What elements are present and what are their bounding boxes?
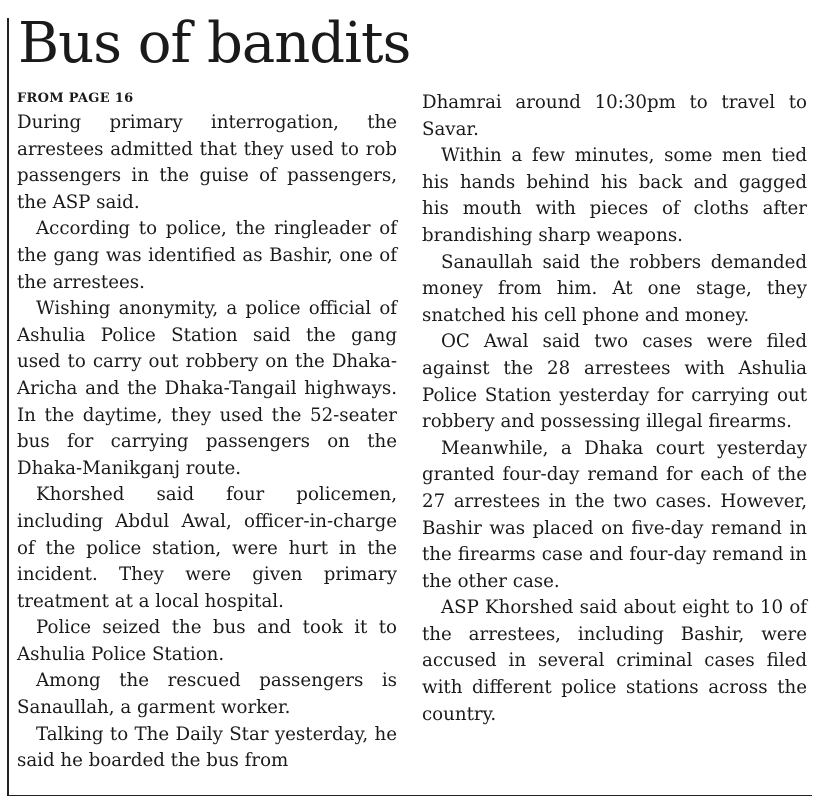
left-column-rule <box>7 18 9 796</box>
paragraph: Dhamrai around 10:30pm to travel to Savar. <box>422 92 807 140</box>
paragraph: Sanaullah said the robbers demanded money from him. At one stage, they snatched his cell phone and money. <box>422 251 807 326</box>
paragraph: Police seized the bus and took it to Ashulia Police Station. <box>17 617 397 665</box>
paragraph: OC Awal said two cases were filed against the 28 arrestees with Ashulia Police Station yesterday for carrying out robbery and possessing illegal firearms. <box>422 331 807 433</box>
bottom-rule <box>7 795 812 796</box>
paragraph: ASP Khorshed said about eight to 10 of the arrestees, including Bashir, were accused in several criminal cases filed with different police stations across the country. <box>422 597 807 725</box>
headline: Bus of bandits <box>18 11 411 76</box>
paragraph: Khorshed said four policemen, including Abdul Awal, officer-in-charge of the police station, were hurt in the incident. They were given primary treatment at a local hospital. <box>17 484 397 612</box>
paragraph: Meanwhile, a Dhaka court yesterday granted four-day remand for each of the 27 arrestees in the two cases. However, Bashir was placed on five-day remand in the firearms case and four-day remand in the other case. <box>422 437 807 592</box>
paragraph: According to police, the ringleader of the gang was identified as Bashir, one of the arrestees. <box>17 218 397 293</box>
paragraph: Talking to The Daily Star yesterday, he said he boarded the bus from <box>17 723 397 772</box>
right-column <box>422 90 807 728</box>
paragraph: During primary interrogation, the arrestees admitted that they used to rob passengers in the guise of passengers, the ASP said. <box>17 112 397 213</box>
paragraph: Wishing anonymity, a police official of Ashulia Police Station said the gang used to carry out robbery on the Dhaka-Aricha and the Dhaka-Tangail highways. In the daytime, they used the 52-seater bus for carrying passengers on the Dhaka-Manikganj route. <box>17 298 397 479</box>
paragraph: Among the rescued passengers is Sanaullah, a garment worker. <box>17 670 397 719</box>
continued-from-kicker: FROM PAGE 16 <box>17 91 134 106</box>
left-column <box>17 88 397 775</box>
paragraph: Within a few minutes, some men tied his hands behind his back and gagged his mouth with pieces of cloths after brandishing sharp weapons. <box>422 145 807 246</box>
